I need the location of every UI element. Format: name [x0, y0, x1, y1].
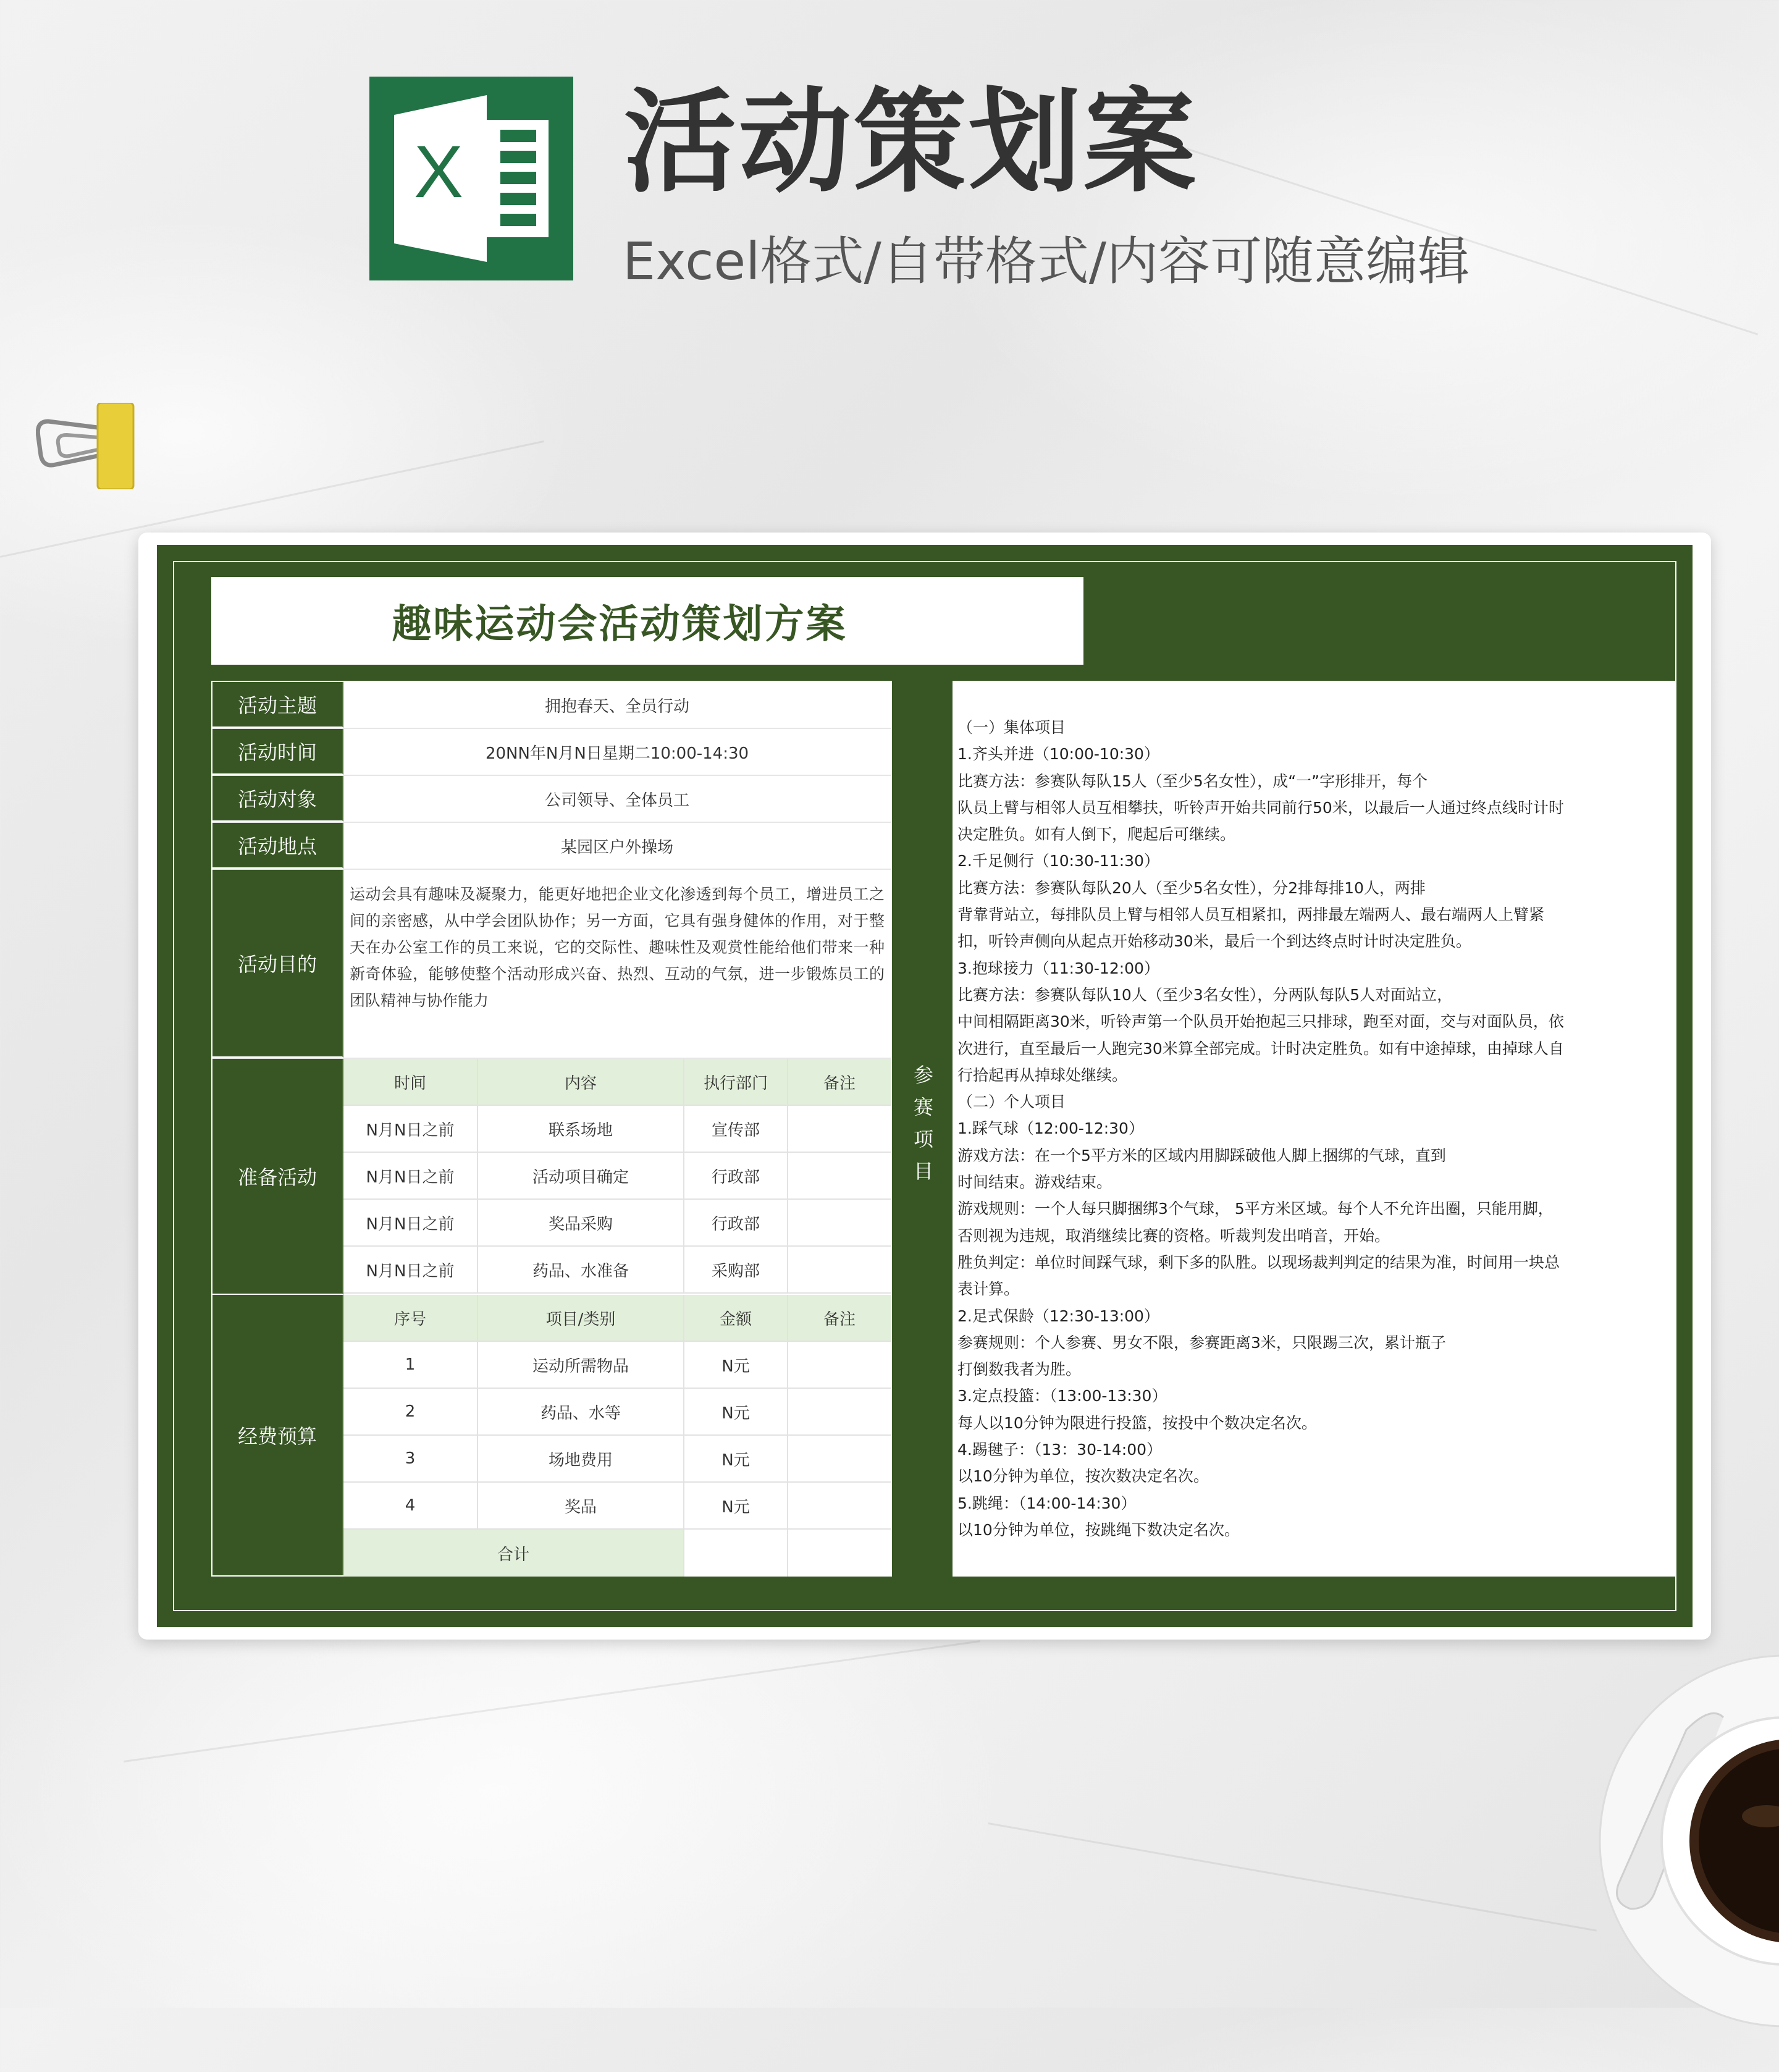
event-line: 决定胜负。如有人倒下，爬起后可继续。 — [957, 825, 1236, 844]
event-line: （一）集体项目 — [957, 718, 1066, 736]
prep-cell[interactable]: 奖品采购 — [478, 1200, 684, 1245]
prep-header-row — [343, 1059, 891, 1106]
svg-text:X: X — [413, 130, 464, 213]
prep-header-note: 备注 — [823, 1074, 856, 1093]
event-line: 游戏规则：一个人每只脚捆绑3个气球， 5平方米区域。每个人不允许出圈，只能用脚， — [957, 1200, 1554, 1218]
table-row — [343, 1342, 891, 1389]
budget-header-note: 备注 — [823, 1310, 856, 1329]
value-time[interactable]: 20NN年N月N日星期二10:00-14:30 — [485, 744, 749, 763]
budget-header-item: 项目/类别 — [478, 1295, 684, 1341]
row-theme — [212, 682, 891, 729]
table-row — [343, 1247, 891, 1294]
row-budget — [212, 1295, 891, 1575]
row-prep — [212, 1059, 891, 1295]
budget-cell[interactable] — [788, 1436, 891, 1481]
event-line: 1.齐头并进（10:00-10:30） — [957, 745, 1159, 764]
events-content[interactable] — [953, 681, 1676, 1577]
prep-cell[interactable]: 活动项目确定 — [478, 1153, 684, 1198]
event-line: 4.踢毽子：（13：30-14:00） — [957, 1441, 1163, 1459]
prep-cell[interactable]: 行政部 — [684, 1200, 788, 1245]
excel-logo-icon — [369, 77, 573, 280]
budget-cell[interactable] — [788, 1389, 891, 1434]
event-line: 每人以10分钟为限进行投篮，按投中个数决定名次。 — [957, 1413, 1317, 1432]
event-line: 背靠背站立，每排队员上臂与相邻人员互相紧扣，两排最左端两人、最右端两人上臂紧 — [957, 906, 1545, 924]
prep-cell[interactable] — [788, 1247, 891, 1292]
prep-header-time: 时间 — [343, 1059, 478, 1105]
document-card — [138, 533, 1711, 1640]
prep-header-dept: 执行部门 — [684, 1059, 788, 1105]
table-row — [343, 1200, 891, 1247]
prep-cell[interactable] — [788, 1153, 891, 1198]
event-line: 2.足式保龄（12:30-13:00） — [957, 1307, 1159, 1325]
green-frame — [157, 545, 1693, 1627]
label-theme: 活动主题 — [212, 682, 343, 728]
prep-cell[interactable]: N月N日之前 — [343, 1106, 478, 1152]
budget-cell[interactable]: N元 — [684, 1389, 788, 1434]
prep-cell[interactable] — [788, 1200, 891, 1245]
plan-title-box — [211, 577, 1083, 665]
plan-table — [211, 681, 892, 1577]
budget-cell[interactable]: 场地费用 — [478, 1436, 684, 1481]
table-row — [343, 1153, 891, 1200]
prep-cell[interactable]: N月N日之前 — [343, 1153, 478, 1198]
budget-cell[interactable]: 奖品 — [478, 1483, 684, 1528]
budget-cell[interactable]: 药品、水等 — [478, 1389, 684, 1434]
budget-cell[interactable] — [788, 1342, 891, 1388]
event-line: 表计算。 — [957, 1280, 1020, 1299]
budget-cell[interactable]: 2 — [343, 1389, 478, 1434]
coffee-cup-icon — [1581, 1637, 1779, 2070]
event-line: 3.定点投篮：（13:00-13:30） — [957, 1387, 1167, 1405]
page-subtitle: Excel格式/自带格式/内容可随意编辑 — [623, 231, 1470, 292]
event-line: 2.千足侧行（10:30-11:30） — [957, 852, 1159, 870]
prep-cell[interactable]: N月N日之前 — [343, 1200, 478, 1245]
prep-cell[interactable]: 宣传部 — [684, 1106, 788, 1152]
budget-cell[interactable]: 1 — [343, 1342, 478, 1388]
event-line: 队员上臂与相邻人员互相攀扶，听铃声开始共同前行50米，以最后一人通过终点线时计时 — [957, 798, 1564, 817]
table-row — [343, 1389, 891, 1436]
event-line: 以10分钟为单位，按次数决定名次。 — [957, 1467, 1209, 1486]
budget-total-note[interactable] — [788, 1530, 891, 1577]
budget-cell[interactable]: N元 — [684, 1436, 788, 1481]
budget-total-row — [343, 1530, 891, 1577]
event-line: 中间相隔距离30米，听铃声第一个队员开始抱起三只排球，跑至对面，交与对面队员，依 — [957, 1013, 1564, 1031]
prep-cell[interactable]: 行政部 — [684, 1153, 788, 1198]
event-line: 游戏方法：在一个5平方米的区域内用脚踩破他人脚上捆绑的气球，直到 — [957, 1146, 1446, 1164]
budget-total-label: 合计 — [343, 1530, 684, 1577]
prep-cell[interactable]: 采购部 — [684, 1247, 788, 1292]
budget-grid — [343, 1295, 891, 1575]
budget-cell[interactable]: 3 — [343, 1436, 478, 1481]
label-time: 活动时间 — [212, 729, 343, 775]
marble-vein — [988, 1822, 1596, 1932]
plan-title: 趣味运动会活动策划方案 — [392, 602, 847, 647]
events-label: 参赛项目 — [911, 1064, 934, 1193]
budget-header-no: 序号 — [343, 1295, 478, 1341]
binder-clip-icon — [36, 403, 147, 489]
table-row — [343, 1483, 891, 1530]
table-row — [343, 1436, 891, 1483]
event-line: 打倒数我者为胜。 — [957, 1360, 1082, 1379]
row-audience — [212, 776, 891, 823]
budget-cell[interactable]: N元 — [684, 1342, 788, 1388]
event-line: （二）个人项目 — [957, 1093, 1066, 1111]
label-audience: 活动对象 — [212, 776, 343, 822]
row-time — [212, 729, 891, 776]
event-line: 否则视为违规，取消继续比赛的资格。听裁判发出哨音，开始。 — [957, 1226, 1390, 1245]
event-line: 时间结束。游戏结束。 — [957, 1173, 1112, 1192]
table-row — [343, 1106, 891, 1153]
event-line: 比赛方法：参赛队每队20人（至少5名女性），分2排每排10人，两排 — [957, 878, 1426, 897]
value-purpose[interactable]: 运动会具有趣味及凝聚力，能更好地把企业文化渗透到每个员工，增进员工之间的亲密感，从中学会团队协作；另一方面，它具有强身健体的作用，对于整天在办公室工作的员工来说，它的交际性、趣味性及观赏性能给他们带来一种新奇体验，能够使整个活动形成兴奋、热烈、互动的气氛，进一步锻炼员工的团队精神与协作能力 — [350, 885, 885, 1009]
events-label-column — [892, 681, 953, 1577]
budget-header-amount: 金额 — [684, 1295, 788, 1341]
value-theme[interactable]: 拥抱春天、全员行动 — [544, 697, 689, 716]
budget-cell[interactable]: 运动所需物品 — [478, 1342, 684, 1388]
value-location[interactable]: 某园区户外操场 — [560, 838, 673, 857]
value-audience[interactable]: 公司领导、全体员工 — [544, 791, 689, 810]
event-line: 扣，听铃声侧向从起点开始移动30米，最后一个到达终点时计时决定胜负。 — [957, 932, 1471, 951]
label-budget: 经费预算 — [212, 1295, 343, 1575]
marble-vein — [124, 1640, 980, 1762]
event-line: 比赛方法：参赛队每队15人（至少5名女性），成“一”字形排开，每个 — [957, 772, 1428, 790]
event-line: 3.抱球接力（11:30-12:00） — [957, 959, 1159, 977]
event-line: 次进行，直至最后一人跑完30米算全部完成。计时决定胜负。如有中途掉球，由掉球人自 — [957, 1039, 1564, 1058]
label-location: 活动地点 — [212, 823, 343, 869]
label-purpose: 活动目的 — [212, 870, 343, 1058]
event-line: 1.踩气球（12:00-12:30） — [957, 1119, 1144, 1138]
row-location — [212, 823, 891, 870]
prep-cell[interactable]: 药品、水准备 — [478, 1247, 684, 1292]
budget-cell[interactable]: 4 — [343, 1483, 478, 1528]
prep-cell[interactable] — [788, 1106, 891, 1152]
event-line: 5.跳绳：（14:00-14:30） — [957, 1494, 1137, 1512]
prep-grid — [343, 1059, 891, 1295]
event-line: 行拾起再从掉球处继续。 — [957, 1066, 1128, 1084]
prep-cell[interactable]: N月N日之前 — [343, 1247, 478, 1292]
page-title: 活动策划案 — [624, 77, 1198, 208]
row-purpose — [212, 870, 891, 1059]
budget-total-amount[interactable] — [684, 1530, 788, 1577]
budget-header-row — [343, 1295, 891, 1342]
event-line: 比赛方法：参赛队每队10人（至少3名女性），分两队每队5人对面站立， — [957, 985, 1453, 1004]
event-line: 参赛规则：个人参赛、男女不限，参赛距离3米，只限踢三次，累计瓶子 — [957, 1333, 1446, 1352]
prep-header-content: 内容 — [478, 1059, 684, 1105]
event-line: 胜负判定：单位时间踩气球，剩下多的队胜。以现场裁判判定的结果为准，时间用一块总 — [957, 1253, 1560, 1271]
budget-cell[interactable] — [788, 1483, 891, 1528]
label-prep: 准备活动 — [212, 1059, 343, 1295]
budget-cell[interactable]: N元 — [684, 1483, 788, 1528]
prep-cell[interactable]: 联系场地 — [478, 1106, 684, 1152]
event-line: 以10分钟为单位，按跳绳下数决定名次。 — [957, 1520, 1240, 1539]
